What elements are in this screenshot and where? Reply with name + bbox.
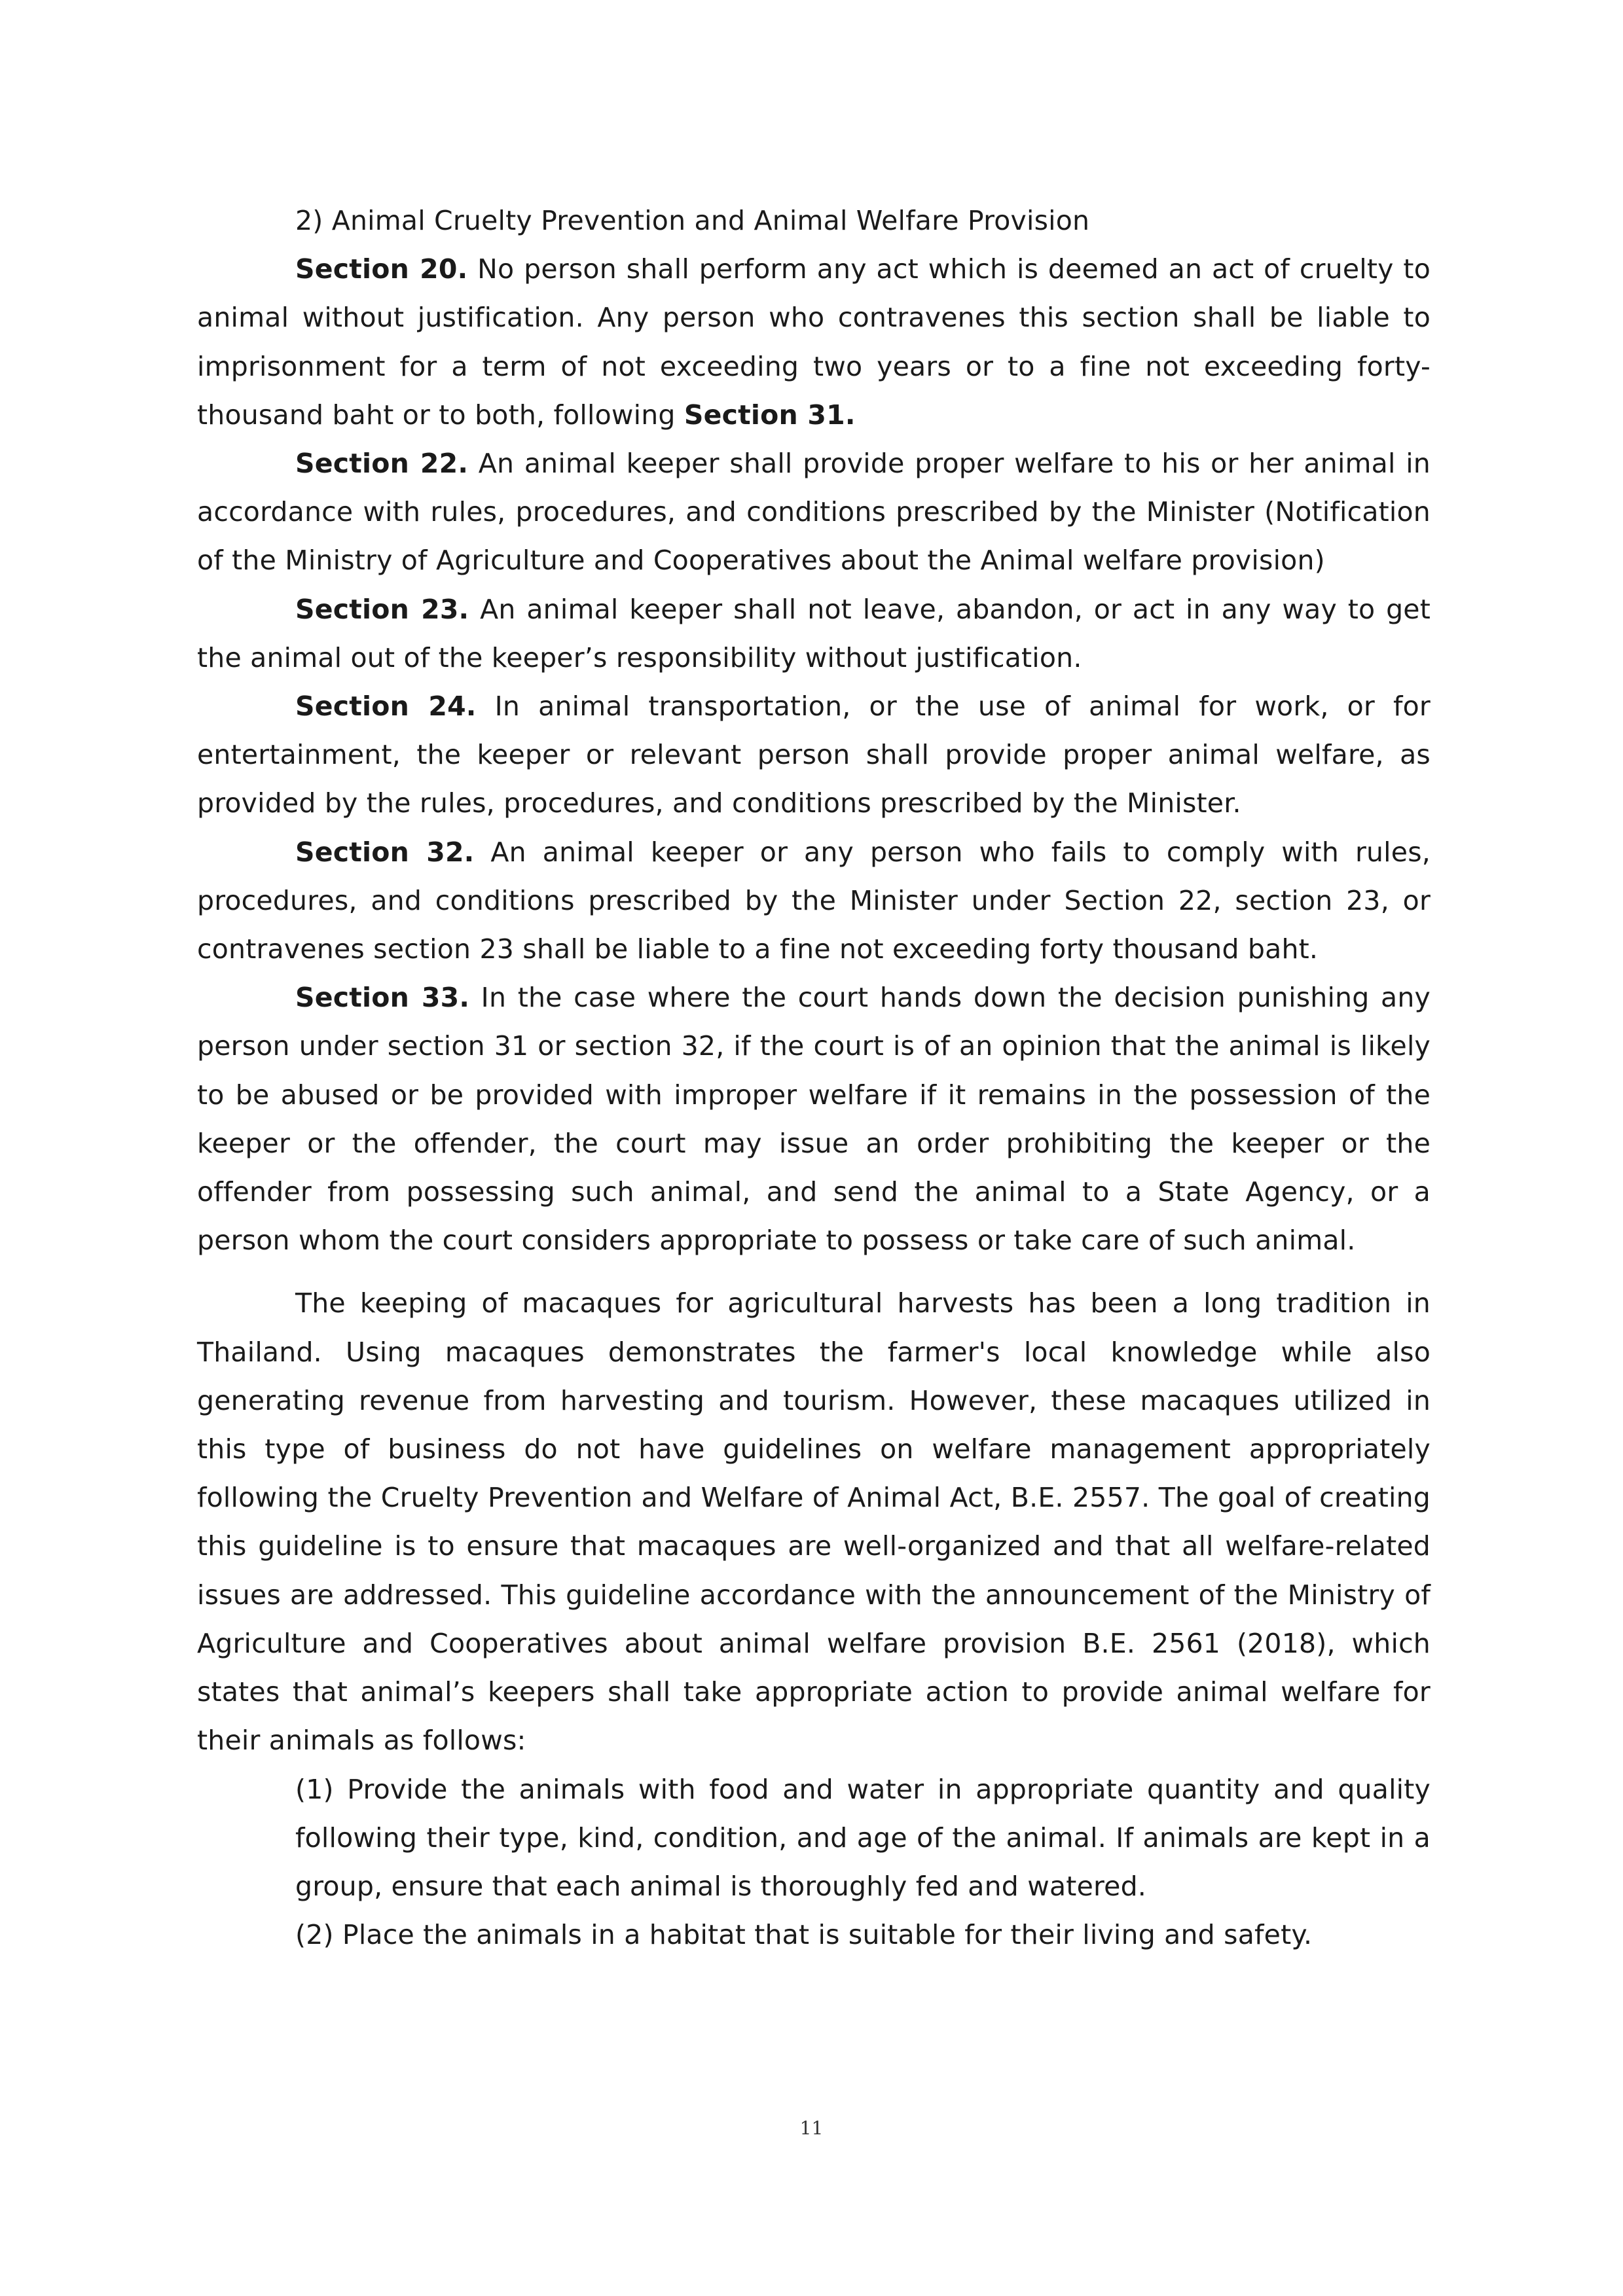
list-item: (2) Place the animals in a habitat that is suitable for their living and safety. [295,1919,1313,1951]
section-label: Section 32. [295,836,475,868]
list-item: (1) Provide the animals with food and water in appropriate quantity and quality following their type, kind, condition, and age of the animal. If animals are kept in a group, ensure that each animal is thoroughly fed and watered. [295,1773,1431,1902]
section-32 [197,828,1431,974]
body-text [197,196,1431,1959]
section-text: No person shall perform any act which is deemed an act of cruelty to animal without justification. Any person who contravenes this section shall be liable to imprisonment for a term of not exceeding two years or to a fine not exceeding forty-thousand baht or to both, following [197,253,1431,431]
section-label: Section 33. [295,982,470,1014]
section-22 [197,439,1431,585]
section-ref: Section 31. [684,399,856,431]
section-23 [197,585,1431,682]
page-number: 11 [799,2117,824,2139]
section-33 [197,973,1431,1265]
macaque-paragraph: The keeping of macaques for agricultural harvests has been a long tradition in Thailand. Using macaques demonstrates the farmer's local knowledge while also generating revenue from harvesting and tourism. However, these macaques utilized in this type of business do not have guidelines on welfare management appropriately following the Cruelty Prevention and Welfare of Animal Act, B.E. 2557. The goal of creating this guideline is to ensure that macaques are well-organized and that all welfare-related issues are addressed. This guideline accordance with the announcement of the Ministry of Agriculture and Cooperatives about animal welfare provision B.E. 2561 (2018), which states that animal’s keepers shall take appropriate action to provide animal welfare for their animals as follows: [197,1287,1431,1757]
section-24 [197,682,1431,828]
section-20 [197,245,1431,439]
section-heading: 2) Animal Cruelty Prevention and Animal Welfare Provision [295,205,1090,236]
section-label: Section 22. [295,448,469,480]
section-text: An animal keeper or any person who fails to comply with rules, procedures, and conditions prescribed by the Minister under Section 22, section 23, or contravenes section 23 shall be liable to a fine not exceeding forty thousand baht. [197,836,1431,965]
section-label: Section 23. [295,593,469,625]
section-text: An animal keeper shall provide proper welfare to his or her animal in accordance with rules, procedures, and conditions prescribed by the Minister (Notification of the Ministry of Agriculture and Cooperatives about the Animal welfare provision) [197,448,1431,577]
section-text: An animal keeper shall not leave, abandon, or act in any way to get the animal out of the keeper’s responsibility without justification. [197,593,1431,673]
section-text: In the case where the court hands down the decision punishing any person under section 31 or section 32, if the court is of an opinion that the animal is likely to be abused or be provided with improper welfare if it remains in the possession of the keeper or the offender, the court may issue an order prohibiting the keeper or the offender from possessing such animal, and send the animal to a State Agency, or a person whom the court considers appropriate to possess or take care of such animal. [197,982,1431,1257]
section-text: In animal transportation, or the use of animal for work, or for entertainment, the keeper or relevant person shall provide proper animal welfare, as provided by the rules, procedures, and conditions prescribed by the Minister. [197,691,1431,819]
section-label: Section 20. [295,253,468,285]
section-label: Section 24. [295,691,477,723]
